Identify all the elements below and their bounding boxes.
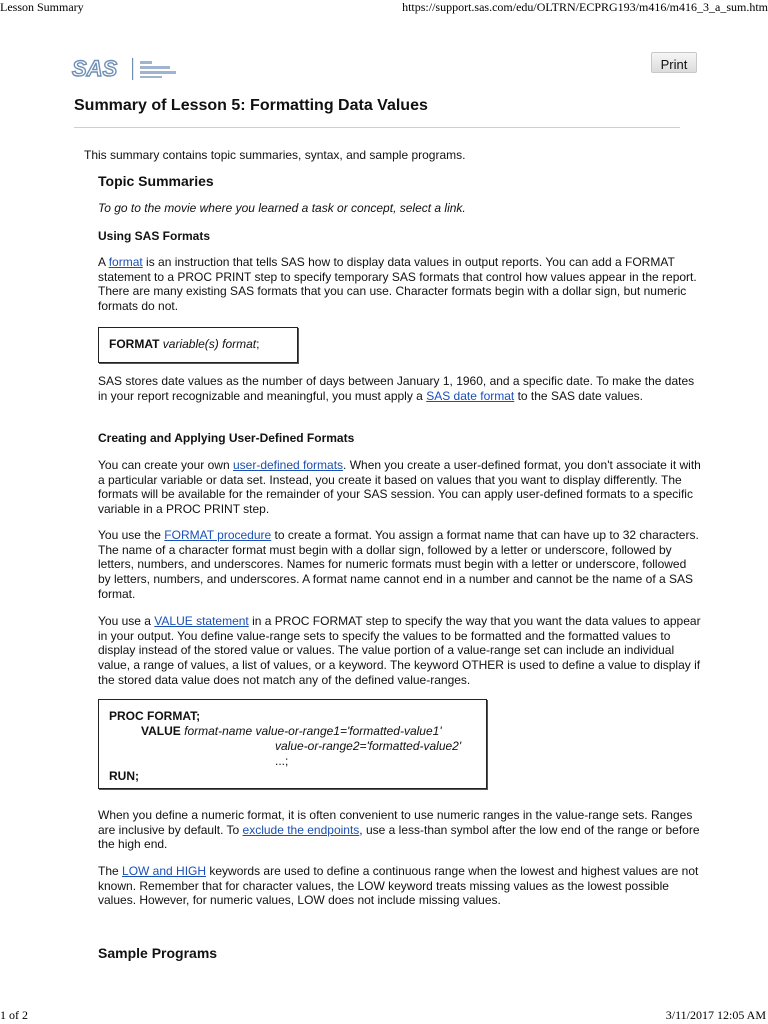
exclude-endpoints-link[interactable]: exclude the endpoints [242,822,360,837]
proc-format-keyword: PROC FORMAT; [109,709,201,723]
user-defined-formats-link[interactable]: user-defined formats [232,458,344,472]
logo-tagline-mark [140,76,162,78]
movie-instruction: To go to the movie where you learned a task or concept, select a link. [98,201,466,215]
low-high-link[interactable]: LOW and HIGH [122,864,207,878]
title-divider [74,127,680,128]
sas-date-format-link[interactable]: SAS date format [426,388,515,403]
value-range-2: value-or-range2='formatted-value2' [275,739,462,753]
user-defined-paragraph-2: You use the FORMAT procedure to create a format. You assign a format name that can have up to 32 characters. The name of a character format must begin with a dollar sign, followed by a letter or underscore, followed by letters, numbers, and underscores. Names for numeric formats must begin with a letter or underscore, followed by letters, numbers, and underscores. A format name cannot end in a number and cannot be the name of a SAS format. [98,528,699,601]
low-high-paragraph: The LOW and HIGH keywords are used to define a continuous range when the lowest and highest values are not known. Remember that for character values, the LOW keyword treats missing values as the lowest possible values. However, for numeric values, LOW does not include missing values. [98,864,699,908]
print-datetime: 3/11/2017 12:05 AM [665,1008,766,1022]
print-button[interactable]: Print [651,52,697,73]
print-header [0,0,768,16]
using-formats-heading: Using SAS Formats [98,229,211,243]
topic-summaries-heading: Topic Summaries [98,173,214,189]
logo-wordmark: SAS [72,56,118,81]
sas-logo [70,54,178,84]
sample-programs-heading: Sample Programs [98,945,218,961]
format-arguments: variable(s) format [162,337,257,351]
format-procedure-link[interactable]: FORMAT procedure [164,528,272,542]
format-syntax-box: FORMAT variable(s) format; [98,327,298,363]
user-defined-paragraph-3: You use a VALUE statement in a PROC FORMAT step to specify the way that you want the data values to appear in your output. You define value-range sets to specify the values to be formatted and the formatted values to display instead of the stored value or values. The value portion of a value-range set can include an individual value, a range of values, a list of values, or a keyword. The keyword OTHER is used to define a value to display if the stored data value does not match any of the defined value-ranges. [98,614,701,687]
value-statement-link[interactable]: VALUE statement [154,614,249,628]
intro-text: This summary contains topic summaries, syntax, and sample programs. [84,148,466,162]
user-defined-paragraph-1: You can create your own user-defined formats. When you create a user-defined format, you don't associate it with a particular variable or data set. Instead, you create it based on values that you want to display differently. The formats will be available for the remainder of your SAS session. You can apply user-defined formats to a specific variable in a PROC PRINT step. [98,458,701,517]
using-formats-paragraph: A format is an instruction that tells SAS how to display data values in output reports. You can add a FORMAT statement to a PROC PRINT step to specify temporary SAS formats that control how values appear in the report. There are many existing SAS formats that you can use. Character formats begin with a dollar sign, but numeric formats do not. [98,255,697,314]
page-title: Summary of Lesson 5: Formatting Data Values [74,97,428,114]
run-keyword: RUN; [109,769,139,783]
date-values-paragraph: SAS stores date values as the number of days between January 1, 1960, and a specific date. To make the dates in your report recognizable and meaningful, you must apply a SAS date format to the SAS date values. [98,374,695,403]
page-url: https://support.sas.com/edu/OLTRN/ECPRG193/m416/m416_3_a_sum.htm [402,0,768,14]
logo-tagline-mark [140,61,152,64]
value-arguments: format-name value-or-range1='formatted-value1' [184,724,442,738]
value-continuation: ...; [275,754,289,768]
proc-format-syntax-box [98,699,487,789]
numeric-ranges-paragraph: When you define a numeric format, it is often convenient to use numeric ranges in the value-range sets. Ranges are inclusive by default. To exclude the endpoints, use a less-than symbol after the low end of the range or before the high end. [98,808,700,852]
logo-divider [132,58,133,80]
format-keyword: FORMAT [109,337,160,351]
logo-tagline-mark [140,71,176,74]
document-title: Lesson Summary [0,0,84,14]
logo-tagline-mark [140,66,170,69]
user-defined-heading: Creating and Applying User-Defined Formats [98,431,355,445]
page-count: 1 of 2 [0,1008,28,1022]
topic-summaries-section [98,173,702,189]
value-keyword: VALUE [141,724,181,738]
format-link[interactable]: format [108,255,143,269]
print-footer [0,1008,768,1024]
